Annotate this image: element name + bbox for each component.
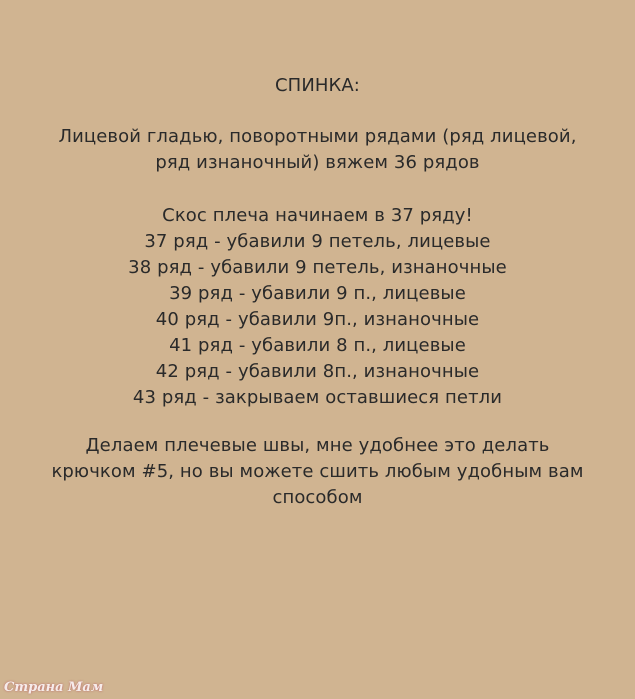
row-instruction: 43 ряд - закрываем оставшиеся петли	[132, 387, 503, 408]
row-instruction: 42 ряд - убавили 8п., изнаночные	[155, 361, 480, 382]
intro-line: Лицевой гладью, поворотными рядами (ряд лицевой,	[58, 126, 577, 147]
site-watermark: Страна Мам	[4, 680, 104, 695]
row-instruction: 37 ряд - убавили 9 петель, лицевые	[144, 231, 491, 252]
row-instruction: 40 ряд - убавили 9п., изнаночные	[155, 309, 480, 330]
rows-heading: Скос плеча начинаем в 37 ряду!	[162, 205, 473, 226]
seams-line: Делаем плечевые швы, мне удобнее это делать	[85, 435, 550, 456]
seams-paragraph	[0, 433, 635, 511]
row-instruction: 39 ряд - убавили 9 п., лицевые	[169, 283, 466, 304]
row-instruction: 41 ряд - убавили 8 п., лицевые	[169, 335, 466, 356]
row-instruction: 38 ряд - убавили 9 петель, изнаночные	[128, 257, 507, 278]
title-block	[0, 73, 635, 99]
shoulder-rows-paragraph	[0, 203, 635, 411]
intro-paragraph	[0, 124, 635, 176]
seams-line: крючком #5, но вы можете сшить любым удобным вам	[51, 461, 584, 482]
page-title: СПИНКА:	[275, 75, 360, 96]
seams-line: способом	[272, 487, 363, 508]
intro-line: ряд изнаночный) вяжем 36 рядов	[155, 152, 480, 173]
